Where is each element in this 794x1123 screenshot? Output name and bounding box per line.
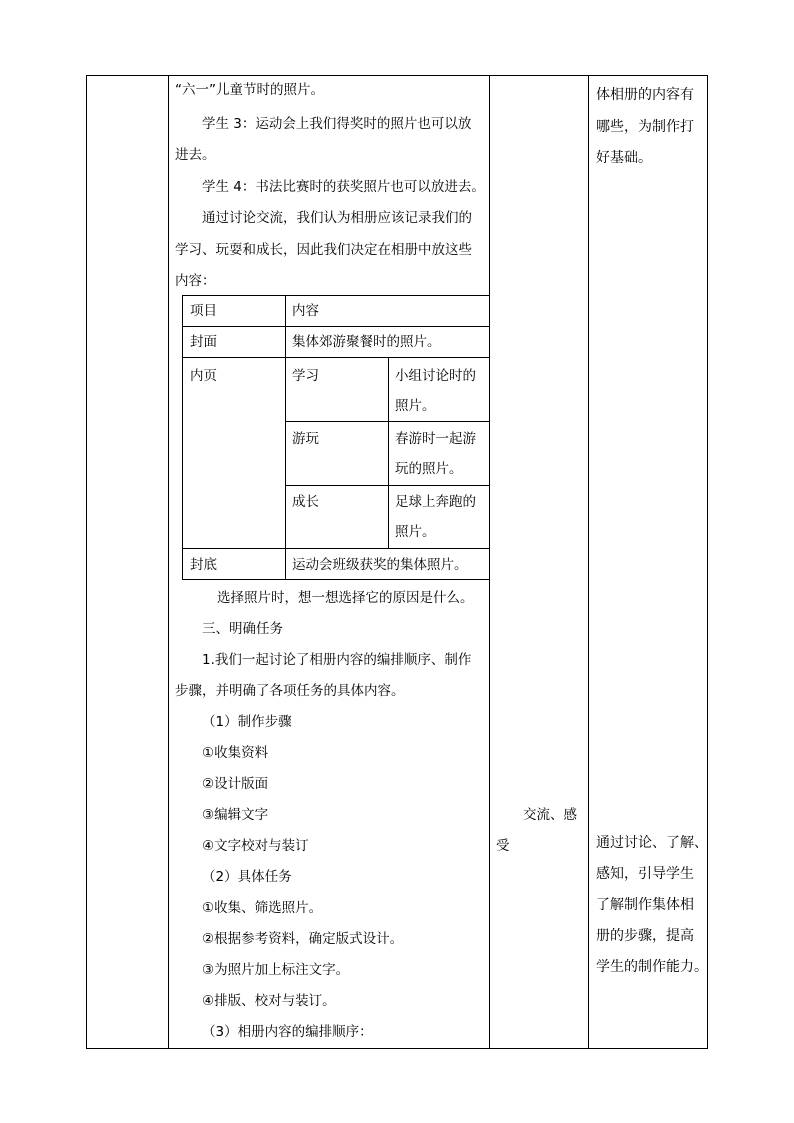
text-line: 步骤，并明确了各项任务的具体内容。 — [175, 683, 405, 699]
list-item: ④排版、校对与装订。 — [202, 993, 336, 1009]
column-divider-1 — [168, 75, 169, 1048]
text-line: 感知，引导学生 — [596, 866, 694, 882]
list-item: ③为照片加上标注文字。 — [202, 962, 350, 978]
column-divider-3 — [588, 75, 589, 1048]
list-item: ①收集资料 — [202, 745, 269, 761]
inner-table-line — [182, 295, 490, 296]
text-line: 1.我们一起讨论了相册内容的编排顺序、制作 — [202, 652, 472, 668]
text-line: 学生 4：书法比赛时的获奖照片也可以放进去。 — [202, 179, 485, 195]
text-line: 通过讨论、了解、 — [596, 835, 708, 851]
inner-table-line — [388, 357, 389, 549]
table-cell-back-cover: 封底 — [190, 557, 217, 573]
inner-table-line — [182, 326, 490, 327]
text-line: 受 — [496, 838, 510, 854]
text-line: 学生 3：运动会上我们得奖时的照片也可以放 — [202, 116, 472, 132]
text-line: 哪些，为制作打 — [596, 119, 694, 135]
text-line: “六一”儿童节时的照片。 — [175, 82, 324, 98]
list-item: ③编辑文字 — [202, 807, 269, 823]
text-line: 了解制作集体相 — [596, 897, 694, 913]
table-right-border — [707, 75, 708, 1048]
inner-table-line — [182, 295, 183, 580]
subheading: （2）具体任务 — [202, 869, 292, 885]
list-item: ②根据参考资料，确定版式设计。 — [202, 931, 404, 947]
table-cell-grow-content: 足球上奔跑的 — [395, 494, 476, 510]
text-line: 选择照片时，想一想选择它的原因是什么。 — [217, 590, 474, 606]
text-line: 内容： — [175, 273, 216, 289]
table-cell-study-content: 小组讨论时的 — [395, 368, 476, 384]
table-header-item: 项目 — [190, 303, 217, 319]
list-item: ②设计版面 — [202, 776, 269, 792]
text-line: 好基础。 — [596, 150, 652, 166]
subheading: （3）相册内容的编排顺序： — [202, 1024, 373, 1040]
inner-table-line — [285, 295, 286, 580]
text-line: 进去。 — [175, 147, 216, 163]
table-cell-cover: 封面 — [190, 334, 217, 350]
text-line: 学习、玩耍和成长，因此我们决定在相册中放这些 — [175, 242, 472, 258]
text-line: 交流、感 — [523, 807, 577, 823]
text-line: 通过讨论交流，我们认为相册应该记录我们的 — [202, 210, 472, 226]
table-cell-back-content: 运动会班级获奖的集体照片。 — [292, 557, 468, 573]
table-cell-study-content: 照片。 — [395, 398, 436, 414]
table-left-border — [86, 75, 87, 1048]
table-header-content: 内容 — [292, 303, 319, 319]
section-heading: 三、明确任务 — [202, 621, 283, 637]
table-cell-play-content: 春游时一起游 — [395, 431, 476, 447]
text-line: 体相册的内容有 — [596, 87, 694, 103]
table-top-border — [86, 75, 708, 76]
list-item: ④文字校对与装订 — [202, 838, 309, 854]
table-bottom-border — [86, 1048, 708, 1049]
subheading: （1）制作步骤 — [202, 714, 292, 730]
table-cell-grow-content: 照片。 — [395, 524, 436, 540]
table-cell-cover-content: 集体郊游聚餐时的照片。 — [292, 334, 441, 350]
table-cell-inner-pages: 内页 — [190, 368, 217, 384]
inner-table-line — [182, 579, 490, 580]
text-line: 学生的制作能力。 — [596, 959, 708, 975]
text-line: 册的步骤，提高 — [596, 928, 694, 944]
table-cell-play-content: 玩的照片。 — [395, 461, 463, 477]
table-cell-grow: 成长 — [292, 494, 319, 510]
inner-table-line — [182, 548, 490, 549]
list-item: ①收集、筛选照片。 — [202, 900, 323, 916]
column-divider-2 — [489, 75, 490, 1048]
inner-table-line — [182, 357, 490, 358]
table-cell-study: 学习 — [292, 368, 319, 384]
table-cell-play: 游玩 — [292, 431, 319, 447]
